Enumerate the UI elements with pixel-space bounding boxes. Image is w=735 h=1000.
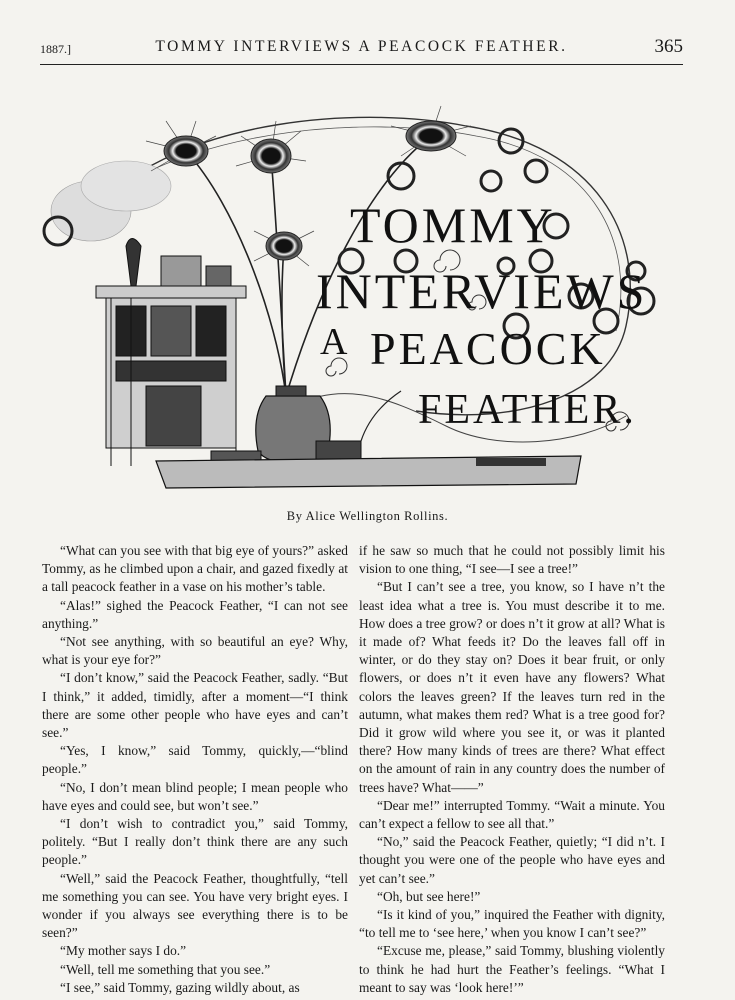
paragraph: “Well,” said the Peacock Feather, thoughtfully, “tell me something you can see. You have very bright eyes. I wonder if you always see everything there is to be seen?” [42, 870, 348, 941]
right-column [359, 542, 665, 997]
paragraph: “Yes, I know,” said Tommy, quickly,—“blind people.” [42, 743, 348, 777]
running-head [40, 36, 683, 60]
page-number: 365 [654, 36, 683, 57]
paragraph: “I don’t know,” said the Peacock Feather, sadly. “But I think,” it added, timidly, after a moment—“I think there are some other people who have eyes and can’t see.” [42, 670, 348, 741]
header-rule [40, 64, 683, 65]
paragraph: “Oh, but see here!” [377, 888, 481, 904]
paragraph: “Alas!” sighed the Peacock Feather, “I can not see anything.” [42, 597, 348, 631]
paragraph: “No, I don’t mean blind people; I mean people who have eyes and could see, but won’t see.” [42, 779, 348, 813]
title-line: INTERVIEWS [316, 263, 648, 319]
decorative-title [300, 196, 648, 436]
title-line: PEACOCK [370, 323, 606, 374]
paragraph: “No,” said the Peacock Feather, quietly; “I did n’t. I thought you were one of the people who have eyes and yet can’t see.” [359, 834, 665, 886]
author-byline: By Alice Wellington Rollins. [286, 509, 449, 523]
paragraph: “But I can’t see a tree, you know, so I have n’t the least idea what a tree is. You must describe it to me. How does a tree grow? or does n’t it grow at all? What is it made of? What feeds it? Do the leaves fall off in winter, or do they stay on? Does it bear fruit, or only flowers, or does n’t it even have any flowers? What colors the leaves green? If the leaves turn red in the autumn, what makes them red? What is a tree good for? Did it grow wild where you see it, or was it planted there? How many kinds of trees are there? What effect on the amount of rain in any country does the number of trees have? What——” [359, 579, 665, 795]
paragraph: “Is it kind of you,” inquired the Feather with dignity, “to tell me to ‘see here,’ when you know I can’t see?” [359, 907, 665, 941]
paragraph: “I see,” said Tommy, gazing wildly about, as [60, 979, 300, 995]
issue-year: 1887.] [40, 42, 71, 56]
paragraph: “Well, tell me something that you see.” [60, 961, 271, 977]
title-line: FEATHER. [418, 387, 637, 433]
paragraph: “Dear me!” interrupted Tommy. “Wait a minute. You can’t expect a fellow to see all that.” [359, 797, 665, 832]
left-column [42, 542, 348, 997]
title-line: TOMMY [350, 197, 556, 253]
paragraph: “I don’t wish to contradict you,” said Tommy, politely. “But I really don’t think there are any such people.” [42, 816, 348, 868]
paragraph: if he saw so much that he could not possibly limit his vision to one thing, “I see—I see a tree!” [359, 543, 665, 577]
running-title: TOMMY INTERVIEWS A PEACOCK FEATHER. [155, 38, 568, 55]
paragraph: “Excuse me, please,” said Tommy, blushing violently to think he had hurt the Feather’s feelings. “What I meant to say was ‘look here!’” [359, 943, 665, 995]
paragraph: “Not see anything, with so beautiful an eye? Why, what is your eye for?” [42, 634, 348, 668]
title-line: A [320, 321, 351, 363]
paragraph: “What can you see with that big eye of yours?” asked Tommy, as he climbed upon a chair, and gazed fixedly at a tall peacock feather in a vase on his mother’s table. [42, 543, 348, 595]
paragraph: “My mother says I do.” [60, 943, 187, 959]
